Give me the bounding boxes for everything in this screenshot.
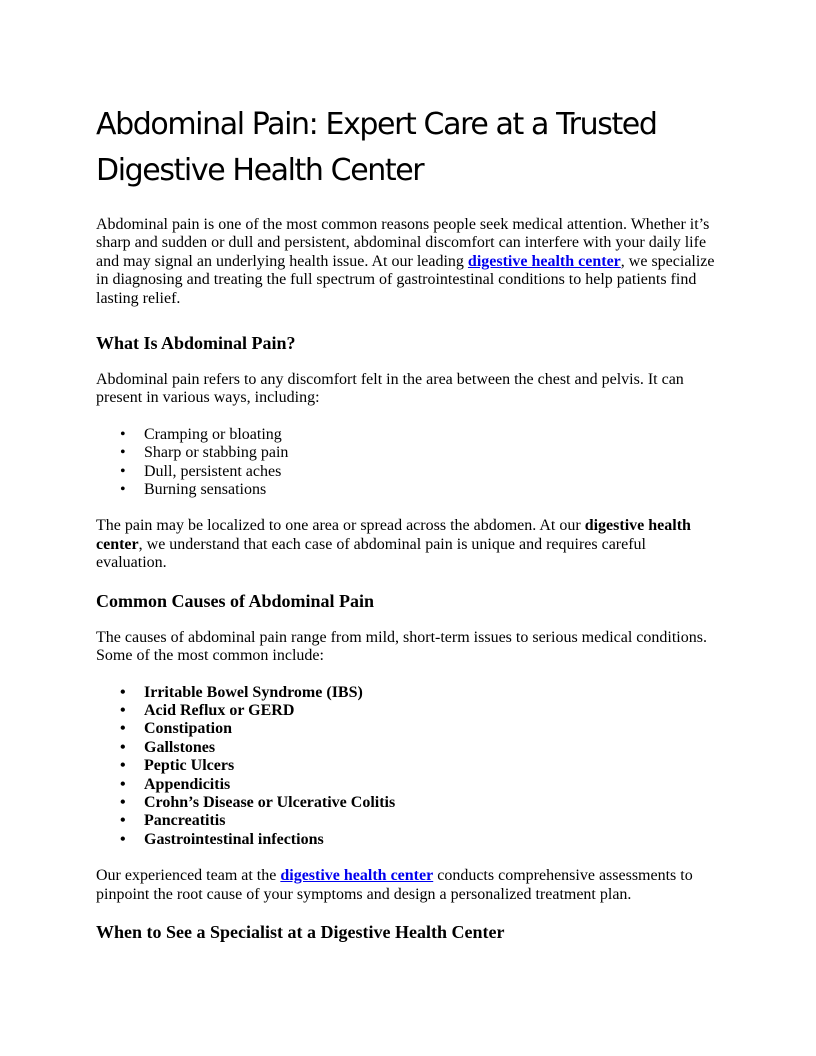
bullet: • — [120, 775, 126, 793]
intro-text-end: , we specialize in diagnosing and treating the full spectrum of gastrointestinal conditions to help patients find lasting relief. — [96, 252, 715, 307]
section-heading-common-causes: Common Causes of Abdominal Pain — [96, 590, 375, 611]
section1-closing-paragraph — [96, 517, 720, 572]
digestive-health-center-link[interactable]: digestive health center — [280, 867, 434, 885]
bullet: • — [120, 757, 126, 775]
list-item — [120, 720, 720, 738]
list-item — [120, 738, 720, 757]
closing-text-start: Our experienced team at the — [96, 867, 281, 885]
list-item — [120, 775, 720, 794]
bullet: • — [120, 812, 126, 830]
bullet: • — [120, 701, 126, 719]
closing-text-end: , we understand that each case of abdominal pain is unique and requires careful evaluation. — [96, 535, 646, 572]
list-item-text: Irritable Bowel Syndrome (IBS) — [144, 683, 363, 701]
list-item-text: Constipation — [144, 720, 233, 738]
bullet: • — [120, 683, 126, 701]
list-item-text: Peptic Ulcers — [144, 757, 235, 775]
page-title: Abdominal Pain: Expert Care at a Trusted Digestive Health Center — [96, 107, 657, 188]
bullet: • — [120, 720, 126, 738]
list-item-text: Dull, persistent aches — [144, 462, 282, 480]
bullet: • — [120, 425, 126, 443]
list-item — [120, 830, 720, 849]
bullet: • — [120, 444, 126, 462]
list-item — [120, 701, 720, 720]
digestive-health-center-link[interactable]: digestive health center — [467, 252, 621, 270]
bullet: • — [120, 793, 126, 811]
list-item — [120, 444, 720, 462]
list-item — [120, 425, 720, 444]
list-item-text: Crohn’s Disease or Ulcerative Colitis — [144, 793, 396, 811]
symptom-list — [96, 426, 720, 500]
document-page — [96, 96, 720, 943]
causes-list — [96, 684, 720, 850]
list-item — [120, 812, 720, 830]
section2-closing-paragraph — [96, 867, 720, 904]
bullet: • — [120, 830, 126, 848]
list-item-text: Sharp or stabbing pain — [144, 444, 289, 462]
bullet: • — [120, 462, 126, 480]
section2-paragraph: The causes of abdominal pain range from mild, short-term issues to serious medical conditions. Some of the most common include: — [96, 628, 707, 665]
list-item-text: Appendicitis — [144, 775, 231, 793]
list-item-text: Gallstones — [144, 738, 216, 756]
closing-bold-text: digestive health center — [96, 517, 691, 553]
list-item-text: Pancreatitis — [144, 812, 226, 830]
list-item — [120, 793, 720, 812]
list-item — [120, 683, 720, 702]
closing-text-start: The pain may be localized to one area or spread across the abdomen. At our — [96, 517, 585, 535]
closing-text-end: conducts comprehensive assessments to pinpoint the root cause of your symptoms and design a personalized treatment plan. — [96, 867, 693, 903]
intro-paragraph — [96, 216, 720, 308]
list-item — [120, 481, 720, 499]
list-item-text: Gastrointestinal infections — [144, 830, 324, 848]
section1-paragraph: Abdominal pain refers to any discomfort felt in the area between the chest and pelvis. It can present in various ways, including: — [96, 371, 684, 407]
section-heading-what-is: What Is Abdominal Pain? — [96, 333, 296, 354]
list-item-text: Cramping or bloating — [144, 425, 282, 443]
intro-text-start: Abdominal pain is one of the most common reasons people seek medical attention. Whether it’s sharp and sudden or dull and persistent, abdominal discomfort can interfere with your daily life and may signal an underlying health issue. At our leading — [96, 216, 710, 270]
list-item — [120, 462, 720, 481]
list-item-text: Acid Reflux or GERD — [144, 701, 295, 719]
list-item — [120, 757, 720, 775]
section-heading-when-to-see: When to See a Specialist at a Digestive Health Center — [96, 921, 505, 942]
bullet: • — [120, 738, 126, 756]
bullet: • — [120, 481, 126, 499]
list-item-text: Burning sensations — [144, 481, 267, 499]
